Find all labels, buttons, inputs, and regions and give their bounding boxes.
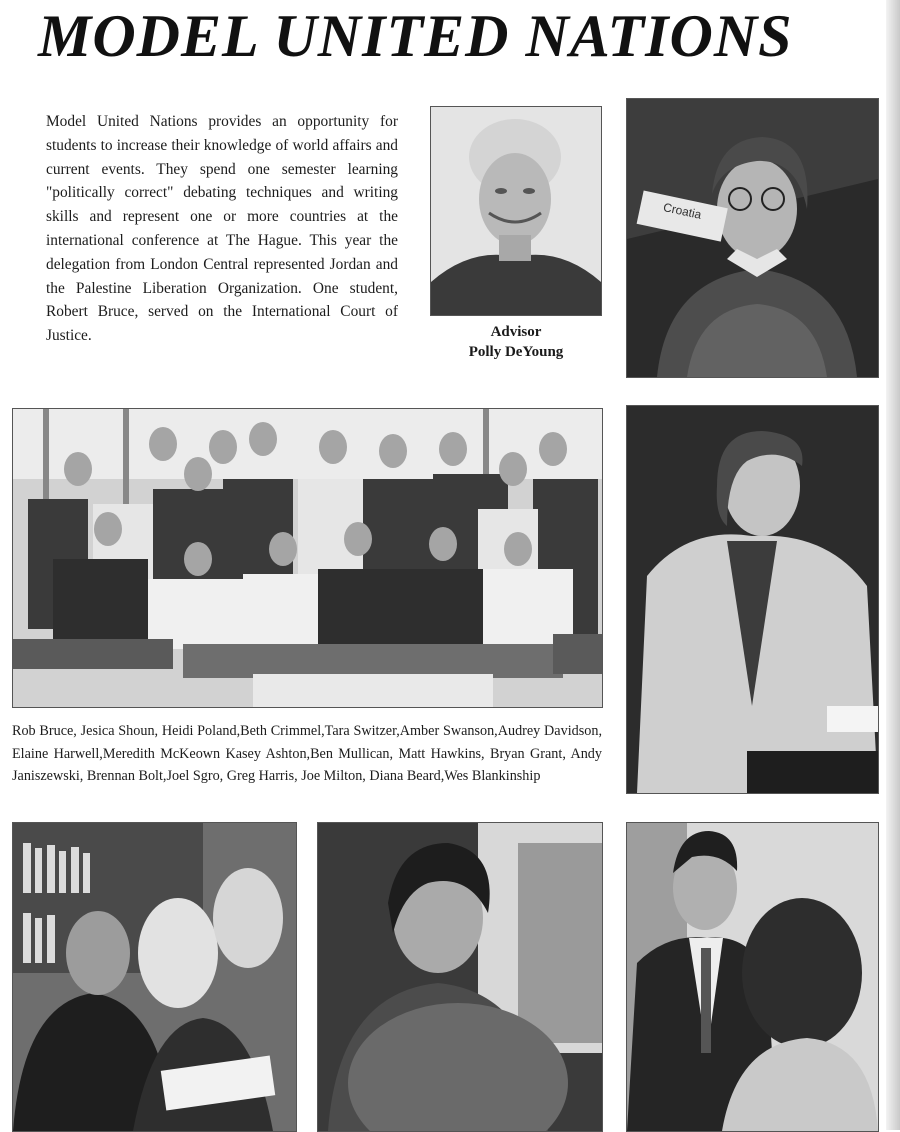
students-meeting-photo	[626, 822, 879, 1132]
page-title: MODEL UNITED NATIONS	[38, 3, 793, 69]
student-blazer-photo	[626, 405, 879, 794]
student-placard-photo	[626, 98, 879, 378]
page-edge-shadow	[886, 0, 900, 1130]
group-photo	[12, 408, 603, 708]
advisor-name: Polly DeYoung	[468, 344, 564, 360]
advisor-caption	[430, 322, 602, 362]
advisor-photo	[430, 106, 602, 316]
intro-paragraph: Model United Nations provides an opportunity for students to increase their knowledge of world affairs and current events. They spend one semester learning "politically correct" debating techniques and writing skills and represent one or more countries at the international conference at The Hague. This year the delegation from London Central represented Jordan and the Palestine Liberation Organization. One student, Robert Bruce, served on the International Court of Justice.	[46, 113, 398, 345]
students-reading-photo	[12, 822, 297, 1132]
country-placard: Croatia	[661, 200, 703, 222]
advisor-role: Advisor	[490, 324, 542, 340]
students-working-photo	[317, 822, 603, 1132]
group-caption: Rob Bruce, Jesica Shoun, Heidi Poland,Beth Crimmel,Tara Switzer,Amber Swanson,Audrey Davidson, Elaine Harwell,Meredith McKeown Kasey Ashton,Ben Mullican, Matt Hawkins, Bryan Grant, Andy Janiszewski, Brennan Bolt,Joel Sgro, Greg Harris, Joe Milton, Diana Beard,Wes Blankinship	[12, 723, 602, 784]
